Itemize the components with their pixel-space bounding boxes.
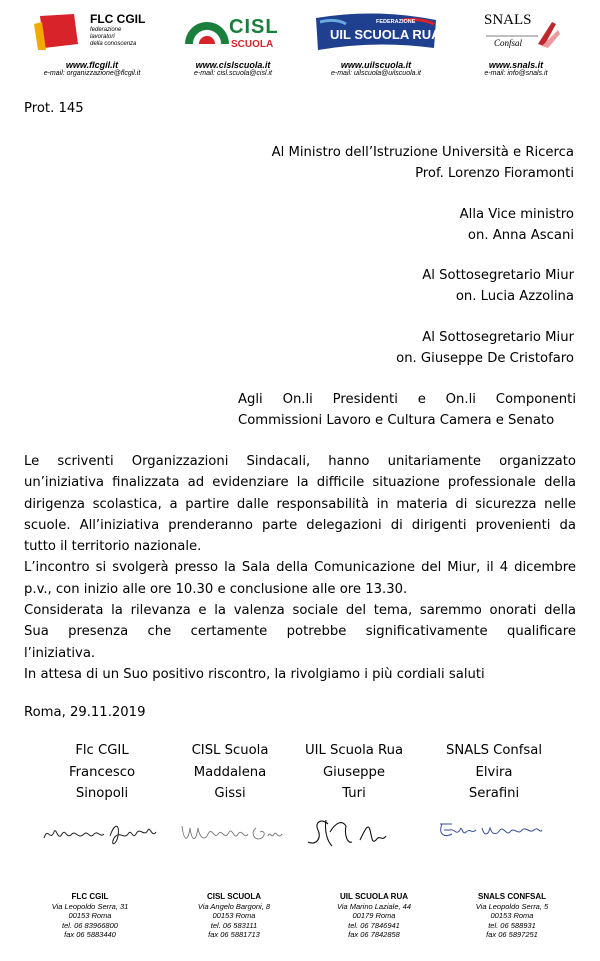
footer-city: 00153 Roma bbox=[68, 911, 112, 920]
recipient-undersecretary-2-name: on. Giuseppe De Cristofaro bbox=[396, 351, 574, 366]
body-line: Considerata la rilevanza e la valenza sociale del tema, saremmo onorati della bbox=[24, 603, 576, 619]
flc-cgil-logo-sub1: federazione bbox=[90, 27, 122, 33]
recipient-minister bbox=[272, 142, 574, 184]
cisl-logo-subtitle: SCUOLA bbox=[231, 39, 274, 50]
footer-org-name: UIL SCUOLA RUA bbox=[340, 892, 408, 901]
footer-fax: fax 06 7842858 bbox=[348, 930, 400, 939]
snals-logo-name: SNALS bbox=[484, 12, 532, 28]
recipient-undersecretary-2 bbox=[396, 327, 574, 369]
letter-date: Roma, 29.11.2019 bbox=[24, 705, 146, 720]
body-line: l’iniziativa. bbox=[24, 645, 96, 661]
commissions-line-2: Commissioni Lavoro e Cultura Camera e Senato bbox=[238, 413, 555, 428]
footer-phone: tel. 06 83966800 bbox=[62, 920, 118, 930]
uil-logo-federazione: FEDERAZIONE bbox=[376, 19, 416, 25]
signatory-first-name: Francesco bbox=[68, 764, 136, 780]
body-line: Sua presenza che certamente potrebbe significativamente qualificare bbox=[24, 624, 576, 640]
footer-cisl bbox=[164, 892, 304, 940]
flc-cgil-logo-sub2: lavoratori bbox=[90, 34, 115, 40]
signatory-org: SNALS Confsal bbox=[445, 743, 543, 758]
flc-cgil-logo bbox=[22, 10, 162, 54]
footer-address: Via Marino Laziale, 44 bbox=[336, 901, 412, 911]
footer-address: Via Leopoldo Serra, 5 bbox=[475, 901, 549, 911]
footer-org-name: CISL SCUOLA bbox=[206, 892, 262, 901]
snals-website[interactable]: www.snals.it bbox=[488, 60, 544, 70]
signatory-org: CISL Scuola bbox=[191, 743, 269, 758]
uil-email[interactable]: e-mail: uilscuola@uilscuola.it bbox=[331, 70, 421, 77]
signature-serafini bbox=[434, 812, 546, 852]
flc-cgil-website[interactable]: www.flcgil.it bbox=[65, 60, 119, 70]
flc-cgil-email[interactable]: e-mail: organizzazione@flcgil.it bbox=[43, 70, 141, 77]
footer-phone: tel. 06 7846941 bbox=[348, 920, 400, 930]
body-line: tutto il territorio nazionale. bbox=[24, 539, 202, 555]
uil-logo bbox=[306, 10, 446, 54]
footer-city: 00153 Roma bbox=[490, 911, 534, 920]
cisl-logo bbox=[163, 10, 303, 54]
footer-fax: fax 06 5883440 bbox=[64, 930, 116, 939]
recipient-vice-minister-title: Alla Vice ministro bbox=[459, 207, 574, 222]
cisl-header bbox=[163, 10, 303, 77]
cisl-logo-name: CISL bbox=[229, 16, 279, 38]
cisl-website[interactable]: www.cislscuola.it bbox=[195, 60, 271, 70]
footer-address: Via Angelo Bargoni, 8 bbox=[197, 901, 271, 911]
flc-cgil-logo-sub3: della conoscenza bbox=[90, 41, 137, 47]
cisl-email[interactable]: e-mail: cisl.scuola@cisl.it bbox=[194, 70, 272, 77]
footer-phone: tel. 06 588931 bbox=[488, 920, 536, 930]
signatory-last-name: Serafini bbox=[468, 786, 520, 801]
footer-city: 00153 Roma bbox=[212, 911, 256, 920]
snals-header bbox=[446, 10, 586, 77]
recipient-commissions bbox=[238, 389, 576, 431]
footer-city: 00179 Roma bbox=[352, 911, 396, 920]
signatory-org: Flc CGIL bbox=[75, 743, 129, 758]
signatory-first-name: Maddalena bbox=[193, 764, 267, 780]
protocol-number: Prot. 145 bbox=[24, 101, 84, 116]
uil-website[interactable]: www.uilscuola.it bbox=[340, 60, 412, 70]
signatory-last-name: Gissi bbox=[214, 786, 246, 801]
footer-org-name: FLC CGIL bbox=[71, 892, 109, 901]
recipient-minister-name: Prof. Lorenzo Fioramonti bbox=[415, 166, 574, 181]
footer-fax: fax 06 5897251 bbox=[486, 930, 538, 939]
signatory-org: UIL Scuola Rua bbox=[304, 743, 404, 758]
signature-sinopoli bbox=[40, 812, 160, 852]
footer-address: Via Leopoldo Serra, 31 bbox=[51, 901, 129, 911]
recipient-vice-minister-name: on. Anna Ascani bbox=[467, 228, 574, 243]
signatory-snals bbox=[430, 740, 558, 805]
flc-cgil-logo-subtitle bbox=[90, 27, 136, 48]
footer-flc-cgil bbox=[20, 892, 160, 940]
body-line: L’incontro si svolgerà presso la Sala della Comunicazione del Miur, il 4 dicembre bbox=[24, 560, 576, 576]
body-line: dirigenza scolastica, a partire dalle responsabilità in materia di sicurezza nelle bbox=[24, 496, 576, 512]
signatory-flc-cgil bbox=[38, 740, 166, 805]
signatory-last-name: Sinopoli bbox=[75, 786, 129, 801]
signature-turi bbox=[302, 812, 412, 852]
signature-gissi bbox=[178, 812, 288, 852]
signatory-first-name: Giuseppe bbox=[322, 764, 386, 780]
flc-cgil-logo-name: FLC CGIL bbox=[90, 12, 146, 26]
footer-org-name: SNALS CONFSAL bbox=[478, 892, 546, 901]
recipient-minister-title: Al Ministro dell’Istruzione Università e Ricerca bbox=[271, 145, 574, 160]
flc-cgil-header bbox=[22, 10, 162, 77]
body-line: p.v., con inizio alle ore 10.30 e conclusione alle ore 13.30. bbox=[24, 581, 408, 597]
snals-logo-subtitle: Confsal bbox=[494, 38, 523, 48]
recipient-undersecretary-1-name: on. Lucia Azzolina bbox=[455, 289, 574, 304]
snals-logo bbox=[446, 10, 586, 54]
recipient-vice-minister bbox=[460, 204, 574, 246]
recipient-undersecretary-1 bbox=[422, 265, 574, 307]
recipient-undersecretary-2-title: Al Sottosegretario Miur bbox=[422, 330, 574, 345]
body-line: In attesa di un Suo positivo riscontro, la rivolgiamo i più cordiali saluti bbox=[24, 666, 485, 682]
footer-uil bbox=[304, 892, 444, 940]
uil-logo-name: UIL SCUOLA RUA bbox=[330, 27, 441, 42]
snals-email[interactable]: e-mail: info@snals.it bbox=[484, 70, 548, 77]
signatory-uil bbox=[290, 740, 418, 805]
signatory-last-name: Turi bbox=[342, 786, 366, 801]
footer-snals bbox=[442, 892, 582, 940]
body-line: un’iniziativa finalizzata ad evidenziare la difficile situazione professionale della bbox=[24, 475, 576, 491]
signatory-cisl bbox=[166, 740, 294, 805]
body-line: Le scriventi Organizzazioni Sindacali, hanno unitariamente organizzato bbox=[24, 454, 576, 469]
recipient-undersecretary-1-title: Al Sottosegretario Miur bbox=[422, 268, 574, 283]
commissions-line-1: Agli On.li Presidenti e On.li Componenti bbox=[238, 392, 576, 407]
signatory-first-name: Elvira bbox=[475, 764, 513, 780]
footer-phone: tel. 06 583111 bbox=[210, 920, 258, 930]
letter-body bbox=[24, 451, 576, 685]
body-line: scuole. All’iniziativa prenderanno parte delegazioni di dirigenti provenienti da bbox=[24, 517, 576, 533]
uil-header bbox=[306, 10, 446, 77]
footer-fax: fax 06 5881713 bbox=[208, 930, 260, 939]
